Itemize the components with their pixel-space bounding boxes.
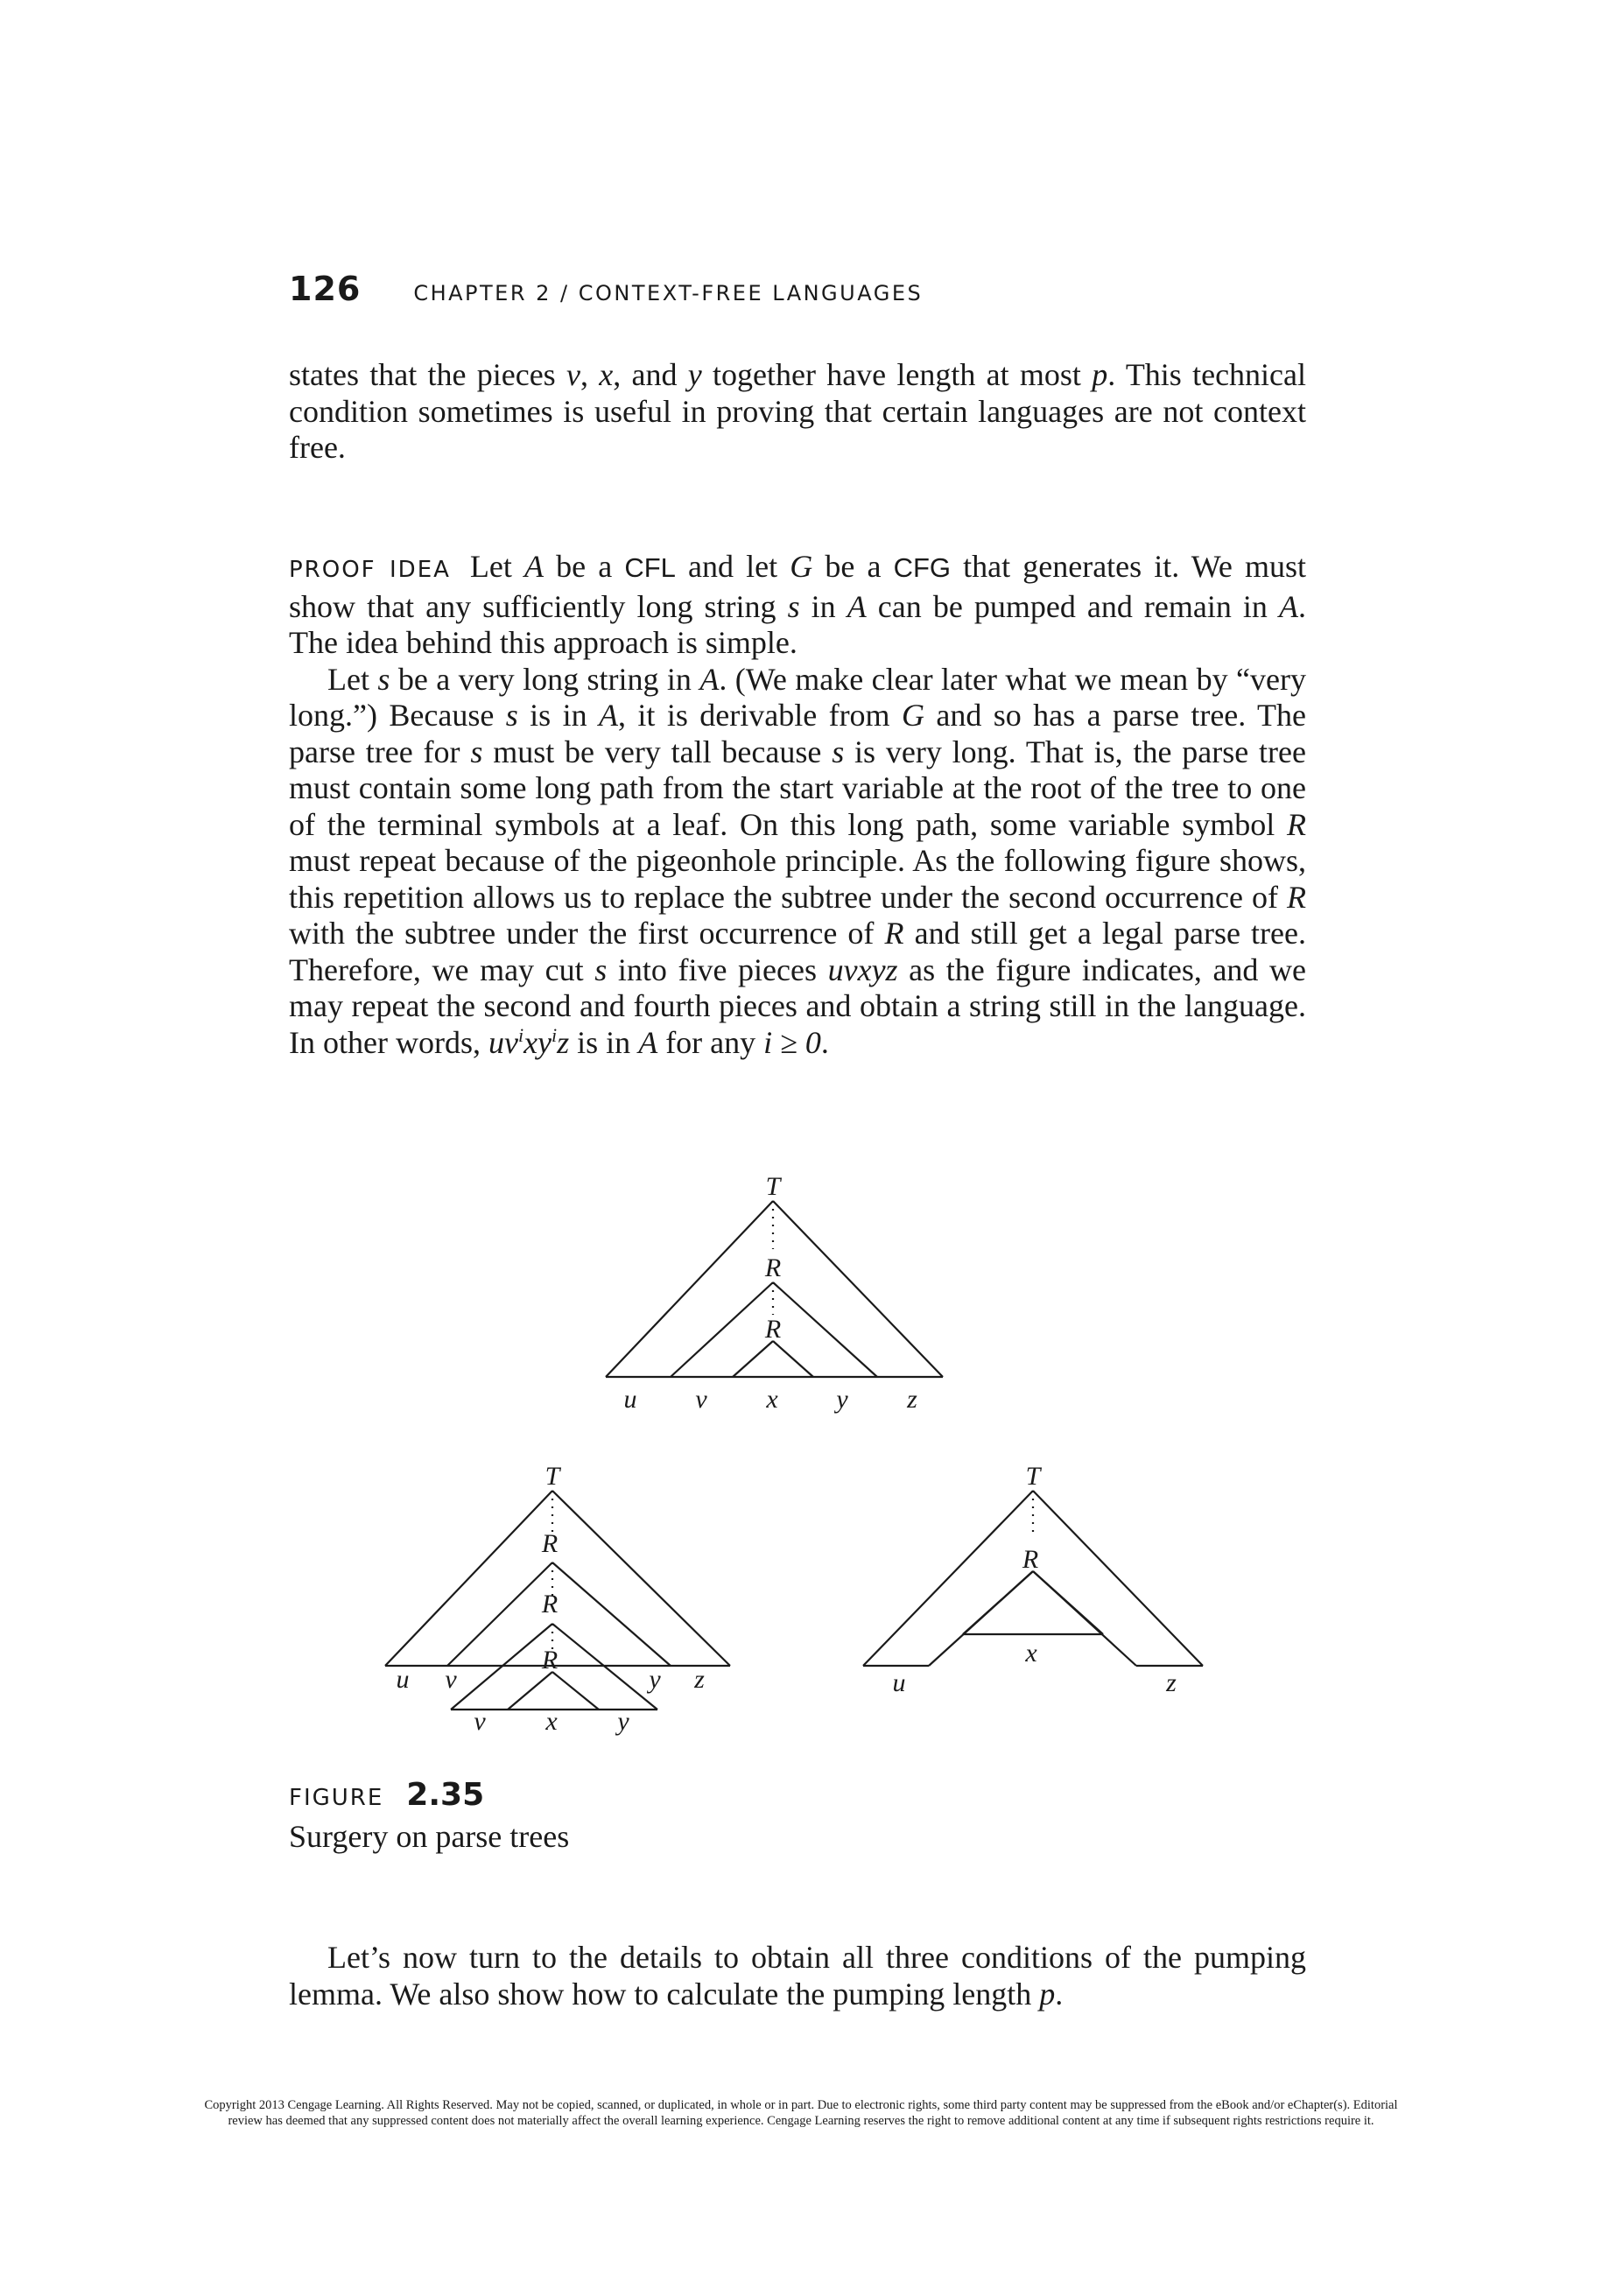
top-tree-r1-label: R <box>764 1253 782 1282</box>
left-inner-leaf-v: v <box>474 1707 486 1736</box>
figure-number: 2.35 <box>406 1777 485 1813</box>
right-tree-root-label: T <box>1025 1462 1041 1491</box>
left-inner-leaf-y: y <box>617 1707 629 1736</box>
left-leaf-u: u <box>396 1665 410 1694</box>
figure-caption <box>289 1777 569 1855</box>
left-inner-leaf-x: x <box>545 1707 558 1736</box>
proof-paragraph-2: Let s be a very long string in A. (We make clear later what we mean by “very long.”) Because s is in A, it is derivable from G and so has a parse tree. The parse tree for s must be very tall because s is very long. That is, the parse tree must contain some long path from the start variable at the root of the tree to one of the terminal symbols at a leaf. On this long path, some variable symbol R must repeat because of the pigeonhole principle. As the following figure shows, this repetition allows us to replace the subtree under the second occurrence of R with the subtree under the first occurrence of R and still get a legal parse tree. Therefore, we may cut s into five pieces uvxyz as the figure indicates, and we may repeat the second and fourth pieces and obtain a string still in the language. In other words, $uv^ixy^iz$ is in A for any i ≥ 0. <box>289 661 1307 1060</box>
top-leaf-y: y <box>836 1385 848 1414</box>
closing-paragraph: Let’s now turn to the details to obtain all three conditions of the pumping lemma. We also show how to calculate the pumping length p. <box>289 1940 1306 2012</box>
right-inner-leaf-x: x <box>1025 1639 1037 1668</box>
top-tree-root-label: T <box>765 1172 781 1201</box>
proof-paragraph-1: PROOF IDEA Let A be a CFL and let G be a CFG that generates it. We must show that any sufficiently long string s in A can be pumped and remain in A. The idea behind this approach is simple. <box>289 549 1306 660</box>
left-leaf-z: z <box>694 1665 705 1694</box>
top-leaf-x: x <box>766 1385 778 1414</box>
right-leaf-z: z <box>1166 1668 1177 1697</box>
left-parse-tree <box>385 1462 730 1736</box>
intro-paragraph: states that the pieces v, x, and y together have length at most p. This technical condition sometimes is useful in proving that certain languages are not context free. <box>289 357 1307 465</box>
chapter-title: CHAPTER 2 / CONTEXT-FREE LANGUAGES <box>413 281 924 305</box>
left-leaf-v: v <box>445 1665 457 1694</box>
top-leaf-v: v <box>695 1385 707 1414</box>
top-leaf-u: u <box>623 1385 637 1414</box>
top-leaf-z: z <box>907 1385 917 1414</box>
figure-label: FIGURE <box>289 1785 384 1811</box>
left-tree-r2-label: R <box>541 1590 559 1618</box>
right-parse-tree <box>863 1462 1203 1697</box>
parse-tree-figure <box>0 1138 1602 1768</box>
proof-idea-label: PROOF IDEA <box>289 557 451 583</box>
right-tree-r1-label: R <box>1022 1545 1039 1574</box>
running-header <box>289 270 923 308</box>
copyright-notice: Copyright 2013 Cengage Learning. All Rights Reserved. May not be copied, scanned, or duplicated, in whole or in part. Due to electronic rights, some third party content may be suppressed from the eBook and/or eChapter(s). Editorial review has deemed that any suppressed content does not materially affect the overall learning experience. Cengage Learning reserves the right to remove additional content at any time if subsequent rights restrictions require it. <box>204 2098 1398 2128</box>
left-tree-r3-label: R <box>541 1646 559 1675</box>
page-number: 126 <box>289 270 362 308</box>
right-leaf-u: u <box>892 1668 906 1697</box>
left-leaf-y: y <box>649 1665 661 1694</box>
figure-title: Surgery on parse trees <box>289 1819 570 1854</box>
top-parse-tree <box>606 1172 943 1414</box>
left-tree-r1-label: R <box>541 1529 559 1558</box>
left-tree-root-label: T <box>545 1462 560 1491</box>
proof-idea-section <box>289 549 1306 1061</box>
top-tree-r2-label: R <box>764 1315 782 1344</box>
